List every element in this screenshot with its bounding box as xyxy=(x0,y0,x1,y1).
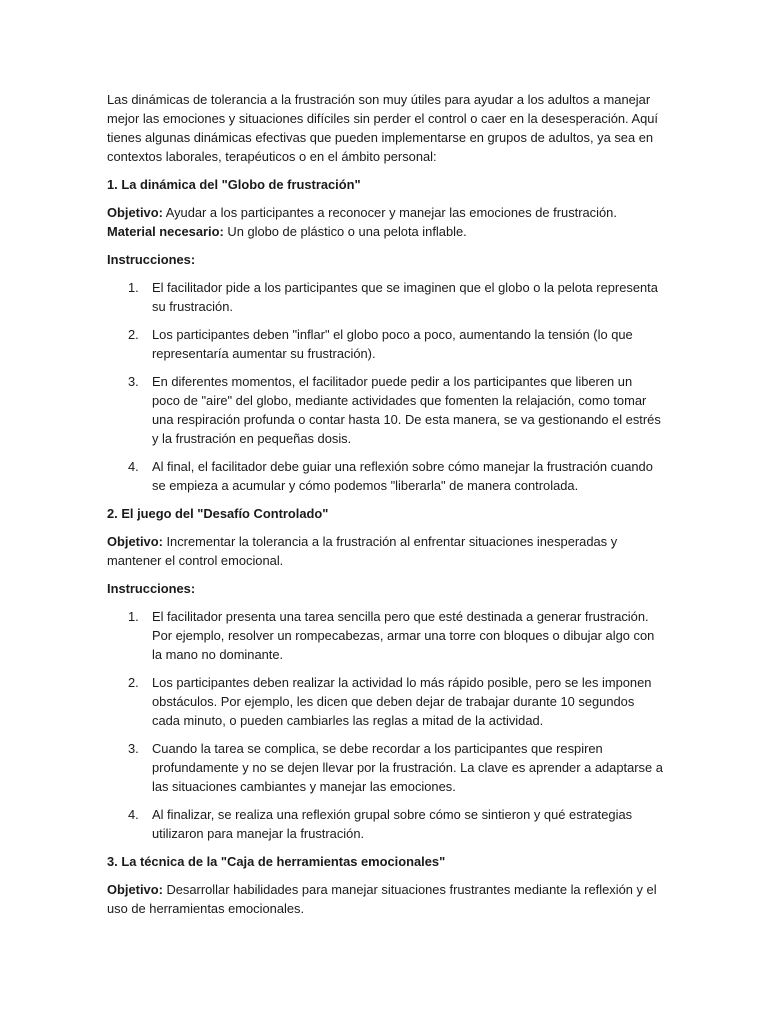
list-item xyxy=(107,372,663,448)
section-1-instructions-label: Instrucciones: xyxy=(107,252,196,267)
step-text: En diferentes momentos, el facilitador puede pedir a los participantes que liberen un poco de "aire" del globo, mediante actividades que fomenten la relajación, como tomar una respiración profunda o contar hasta 10. De esta manera, se va gestionando el estrés y la frustración en pequeñas dosis. xyxy=(152,374,661,446)
step-text: El facilitador pide a los participantes que se imaginen que el globo o la pelota representa su frustración. xyxy=(152,280,658,314)
step-number: 2. xyxy=(128,327,139,342)
list-item xyxy=(107,607,663,664)
section-2-heading: 2. El juego del "Desafío Controlado" xyxy=(107,506,329,521)
step-text: Los participantes deben realizar la actividad lo más rápido posible, pero se les imponen obstáculos. Por ejemplo, les dicen que deben dejar de trabajar durante 10 segundos cada minuto, o pueden cambiarles las reglas a mitad de la actividad. xyxy=(152,675,652,728)
objective-text: Desarrollar habilidades para manejar situaciones frustrantes mediante la reflexión y el uso de herramientas emocionales. xyxy=(107,882,657,916)
section-1-material xyxy=(107,222,663,241)
section-3-heading: 3. La técnica de la "Caja de herramientas emocionales" xyxy=(107,854,446,869)
section-2-objective-block xyxy=(107,532,663,570)
step-text: Al finalizar, se realiza una reflexión grupal sobre cómo se sintieron y qué estrategias utilizaron para manejar la frustración. xyxy=(152,807,633,841)
step-number: 1. xyxy=(128,280,139,295)
step-number: 1. xyxy=(128,609,139,624)
list-item xyxy=(107,457,663,495)
section-3-objective xyxy=(107,880,663,918)
step-number: 4. xyxy=(128,459,139,474)
objective-text: Incrementar la tolerancia a la frustración al enfrentar situaciones inesperadas y mantener el control emocional. xyxy=(107,534,618,568)
step-text: El facilitador presenta una tarea sencilla pero que esté destinada a generar frustración. Por ejemplo, resolver un rompecabezas, armar una torre con bloques o dibujar algo con la mano no dominante. xyxy=(152,609,655,662)
section-1-heading: 1. La dinámica del "Globo de frustración" xyxy=(107,177,361,192)
section-2-instructions-label: Instrucciones: xyxy=(107,581,196,596)
step-text: Los participantes deben "inflar" el globo poco a poco, aumentando la tensión (lo que representaría aumentar su frustración). xyxy=(152,327,633,361)
step-text: Cuando la tarea se complica, se debe recordar a los participantes que respiren profundamente y no se dejen llevar por la frustración. La clave es aprender a adaptarse a las situaciones cambiantes y manejar las emociones. xyxy=(152,741,663,794)
section-3-objective-block xyxy=(107,880,663,918)
step-number: 2. xyxy=(128,675,139,690)
objective-text: Ayudar a los participantes a reconocer y manejar las emociones de frustración. xyxy=(162,205,617,220)
list-item xyxy=(107,278,663,316)
list-item xyxy=(107,673,663,730)
section-2-objective xyxy=(107,532,663,570)
objective-label: Objetivo: xyxy=(107,205,163,220)
step-text: Al final, el facilitador debe guiar una reflexión sobre cómo manejar la frustración cuando se empieza a acumular y cómo podemos "liberarla" de manera controlada. xyxy=(152,459,653,493)
list-item xyxy=(107,805,663,843)
material-text: Un globo de plástico o una pelota inflable. xyxy=(223,224,467,239)
objective-label: Objetivo: xyxy=(107,882,163,897)
section-1-objective-block xyxy=(107,203,663,241)
list-item xyxy=(107,325,663,363)
section-1-steps xyxy=(107,278,663,495)
step-number: 3. xyxy=(128,741,139,756)
material-label: Material necesario: xyxy=(107,224,224,239)
section-2-steps xyxy=(107,607,663,843)
document-page xyxy=(107,90,663,927)
section-1-objective xyxy=(107,203,663,222)
objective-label: Objetivo: xyxy=(107,534,163,549)
list-item xyxy=(107,739,663,796)
intro-paragraph: Las dinámicas de tolerancia a la frustración son muy útiles para ayudar a los adultos a manejar mejor las emociones y situaciones difíciles sin perder el control o caer en la desesperación. Aquí tienes algunas dinámicas efectivas que pueden implementarse en grupos de adultos, ya sea en contextos laborales, terapéuticos o en el ámbito personal: xyxy=(107,92,659,164)
step-number: 4. xyxy=(128,807,139,822)
step-number: 3. xyxy=(128,374,139,389)
